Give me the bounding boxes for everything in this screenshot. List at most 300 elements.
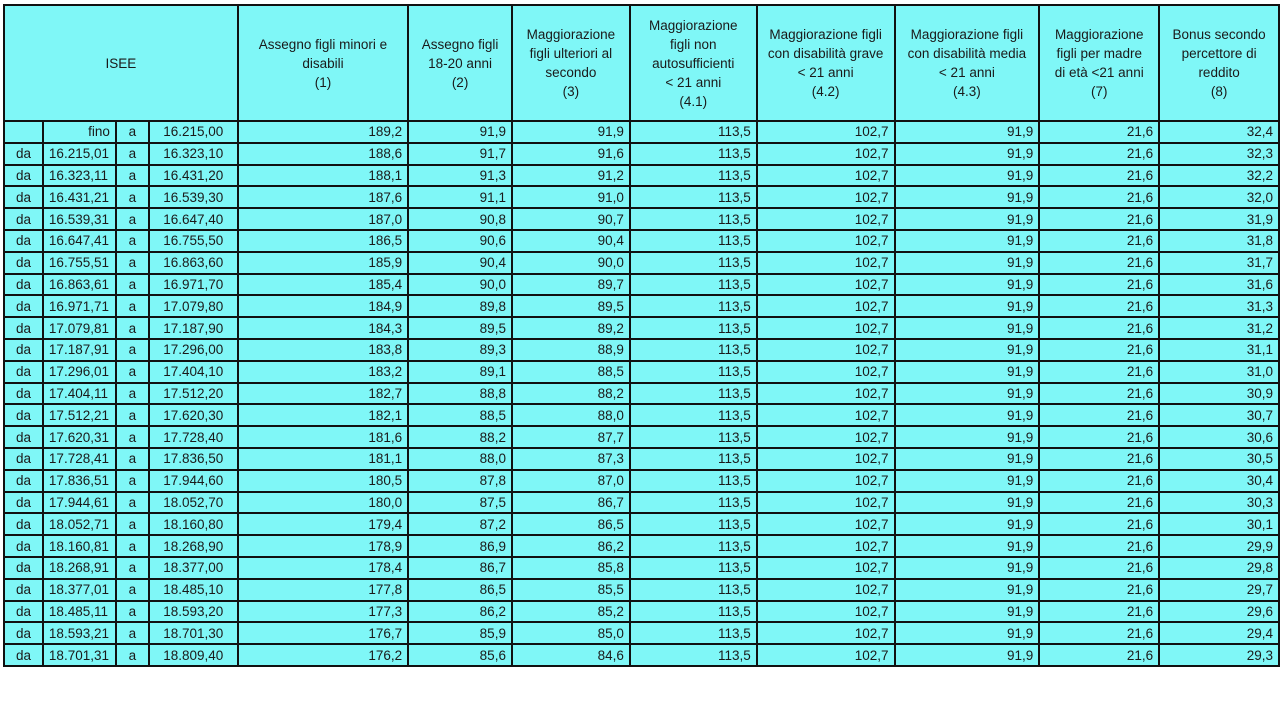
range-prefix: da [4, 644, 43, 666]
col-8: 31,8 [1159, 230, 1279, 252]
col-4-1: 113,5 [630, 121, 757, 143]
col-4-1: 113,5 [630, 143, 757, 165]
range-to: 16.863,60 [149, 252, 238, 274]
range-separator: a [116, 383, 149, 405]
col-2: 91,9 [408, 121, 512, 143]
range-separator: a [116, 644, 149, 666]
col-4-2: 102,7 [757, 404, 895, 426]
col-1: 180,0 [238, 492, 408, 514]
col-7: 21,6 [1039, 339, 1159, 361]
header-column [630, 5, 757, 121]
header-line: < 21 anni [797, 65, 854, 80]
table-row [4, 470, 1279, 492]
range-prefix: da [4, 513, 43, 535]
header-line: (4.1) [679, 93, 708, 109]
range-from: 16.215,01 [43, 143, 116, 165]
range-to: 18.593,20 [149, 601, 238, 623]
col-2: 89,5 [408, 317, 512, 339]
col-3: 87,3 [512, 448, 630, 470]
range-prefix: da [4, 361, 43, 383]
range-separator: a [116, 230, 149, 252]
range-from: 18.593,21 [43, 622, 116, 644]
col-1: 183,2 [238, 361, 408, 383]
col-3: 89,2 [512, 317, 630, 339]
header-line: (4.2) [811, 84, 840, 99]
table-row [4, 208, 1279, 230]
col-4-3: 91,9 [895, 579, 1040, 601]
range-separator: a [116, 339, 149, 361]
range-to: 17.944,60 [149, 470, 238, 492]
col-1: 176,7 [238, 622, 408, 644]
col-2: 86,7 [408, 557, 512, 579]
col-8: 29,8 [1159, 557, 1279, 579]
col-4-1: 113,5 [630, 513, 757, 535]
col-4-3: 91,9 [895, 622, 1040, 644]
range-separator: a [116, 361, 149, 383]
col-4-2: 102,7 [757, 557, 895, 579]
col-4-3: 91,9 [895, 644, 1040, 666]
table-row [4, 622, 1279, 644]
col-4-3: 91,9 [895, 513, 1040, 535]
range-prefix: da [4, 274, 43, 296]
col-4-1: 113,5 [630, 601, 757, 623]
col-8: 29,7 [1159, 579, 1279, 601]
col-4-1: 113,5 [630, 165, 757, 187]
col-1: 186,5 [238, 230, 408, 252]
col-8: 30,7 [1159, 404, 1279, 426]
col-7: 21,6 [1039, 295, 1159, 317]
col-8: 31,0 [1159, 361, 1279, 383]
col-2: 91,7 [408, 143, 512, 165]
range-from: fino [43, 121, 116, 143]
header-line: 18-20 anni [428, 55, 492, 71]
col-2: 86,9 [408, 535, 512, 557]
table-row [4, 230, 1279, 252]
col-4-3: 91,9 [895, 165, 1040, 187]
col-7: 21,6 [1039, 186, 1159, 208]
header-line: (8) [1210, 84, 1228, 99]
col-8: 30,6 [1159, 426, 1279, 448]
col-3: 87,7 [512, 426, 630, 448]
header-column [757, 5, 895, 121]
range-separator: a [116, 404, 149, 426]
col-4-1: 113,5 [630, 252, 757, 274]
range-prefix: da [4, 404, 43, 426]
range-prefix: da [4, 230, 43, 252]
col-3: 91,2 [512, 165, 630, 187]
col-4-2: 102,7 [757, 165, 895, 187]
range-from: 18.268,91 [43, 557, 116, 579]
table-row [4, 448, 1279, 470]
range-separator: a [116, 165, 149, 187]
table-row [4, 579, 1279, 601]
col-2: 91,1 [408, 186, 512, 208]
table-row [4, 252, 1279, 274]
header-line: Maggiorazione figli [910, 27, 1024, 42]
range-from: 18.377,01 [43, 579, 116, 601]
col-4-3: 91,9 [895, 230, 1040, 252]
range-prefix: da [4, 426, 43, 448]
col-1: 187,0 [238, 208, 408, 230]
col-4-3: 91,9 [895, 470, 1040, 492]
col-4-2: 102,7 [757, 644, 895, 666]
col-2: 88,0 [408, 448, 512, 470]
col-1: 181,6 [238, 426, 408, 448]
range-prefix: da [4, 165, 43, 187]
range-from: 18.701,31 [43, 644, 116, 666]
col-8: 30,3 [1159, 492, 1279, 514]
col-3: 91,9 [512, 121, 630, 143]
col-4-2: 102,7 [757, 470, 895, 492]
range-to: 17.079,80 [149, 295, 238, 317]
col-3: 86,2 [512, 535, 630, 557]
col-4-2: 102,7 [757, 274, 895, 296]
range-from: 17.836,51 [43, 470, 116, 492]
range-to: 16.647,40 [149, 208, 238, 230]
col-8: 29,9 [1159, 535, 1279, 557]
col-8: 31,1 [1159, 339, 1279, 361]
col-4-2: 102,7 [757, 601, 895, 623]
range-separator: a [116, 601, 149, 623]
range-separator: a [116, 143, 149, 165]
col-2: 87,2 [408, 513, 512, 535]
range-from: 18.485,11 [43, 601, 116, 623]
col-2: 85,9 [408, 622, 512, 644]
range-from: 16.863,61 [43, 274, 116, 296]
col-8: 30,5 [1159, 448, 1279, 470]
range-separator: a [116, 448, 149, 470]
col-4-2: 102,7 [757, 579, 895, 601]
col-2: 85,6 [408, 644, 512, 666]
col-1: 180,5 [238, 470, 408, 492]
table-row [4, 165, 1279, 187]
col-4-3: 91,9 [895, 143, 1040, 165]
col-3: 89,5 [512, 295, 630, 317]
header-line: percettore di [1181, 46, 1257, 61]
range-to: 17.296,00 [149, 339, 238, 361]
col-4-2: 102,7 [757, 230, 895, 252]
col-4-3: 91,9 [895, 295, 1040, 317]
isee-table-container [3, 4, 1280, 667]
header-line: Assegno figli minori e [258, 36, 388, 52]
header-line: (4.3) [953, 84, 981, 99]
col-7: 21,6 [1039, 470, 1159, 492]
col-1: 185,9 [238, 252, 408, 274]
col-7: 21,6 [1039, 165, 1159, 187]
range-prefix: da [4, 470, 43, 492]
range-to: 18.268,90 [149, 535, 238, 557]
range-separator: a [116, 208, 149, 230]
col-7: 21,6 [1039, 121, 1159, 143]
col-1: 178,9 [238, 535, 408, 557]
col-4-2: 102,7 [757, 513, 895, 535]
col-3: 88,9 [512, 339, 630, 361]
range-to: 17.187,90 [149, 317, 238, 339]
range-from: 16.539,31 [43, 208, 116, 230]
table-row [4, 186, 1279, 208]
col-3: 85,8 [512, 557, 630, 579]
range-to: 18.377,00 [149, 557, 238, 579]
col-3: 90,7 [512, 208, 630, 230]
header-line: (2) [451, 74, 469, 90]
col-1: 177,3 [238, 601, 408, 623]
col-7: 21,6 [1039, 513, 1159, 535]
range-from: 17.404,11 [43, 383, 116, 405]
col-1: 187,6 [238, 186, 408, 208]
col-4-1: 113,5 [630, 186, 757, 208]
col-1: 188,1 [238, 165, 408, 187]
col-2: 86,2 [408, 601, 512, 623]
col-7: 21,6 [1039, 252, 1159, 274]
col-8: 32,4 [1159, 121, 1279, 143]
range-separator: a [116, 295, 149, 317]
col-3: 91,6 [512, 143, 630, 165]
col-8: 32,2 [1159, 165, 1279, 187]
col-4-2: 102,7 [757, 383, 895, 405]
col-4-3: 91,9 [895, 492, 1040, 514]
range-from: 17.620,31 [43, 426, 116, 448]
col-4-1: 113,5 [630, 579, 757, 601]
col-4-2: 102,7 [757, 208, 895, 230]
header-line: (1) [314, 74, 332, 90]
isee-allowance-table [3, 4, 1280, 667]
range-to: 17.620,30 [149, 404, 238, 426]
col-2: 90,6 [408, 230, 512, 252]
table-body [4, 121, 1279, 666]
col-4-2: 102,7 [757, 535, 895, 557]
col-7: 21,6 [1039, 361, 1159, 383]
col-3: 87,0 [512, 470, 630, 492]
col-3: 85,5 [512, 579, 630, 601]
header-column [238, 5, 408, 121]
col-3: 89,7 [512, 274, 630, 296]
range-to: 17.836,50 [149, 448, 238, 470]
col-1: 176,2 [238, 644, 408, 666]
header-column [512, 5, 630, 121]
col-2: 89,1 [408, 361, 512, 383]
header-line: < 21 anni [665, 74, 722, 90]
range-to: 16.215,00 [149, 121, 238, 143]
col-1: 182,1 [238, 404, 408, 426]
range-separator: a [116, 470, 149, 492]
col-4-1: 113,5 [630, 448, 757, 470]
header-line: (3) [562, 84, 580, 99]
range-prefix: da [4, 383, 43, 405]
col-2: 89,3 [408, 339, 512, 361]
range-to: 17.404,10 [149, 361, 238, 383]
range-to: 17.512,20 [149, 383, 238, 405]
col-7: 21,6 [1039, 426, 1159, 448]
col-4-1: 113,5 [630, 470, 757, 492]
range-prefix: da [4, 492, 43, 514]
col-3: 90,0 [512, 252, 630, 274]
range-prefix: da [4, 601, 43, 623]
col-4-1: 113,5 [630, 317, 757, 339]
col-3: 88,5 [512, 361, 630, 383]
range-separator: a [116, 252, 149, 274]
range-from: 17.512,21 [43, 404, 116, 426]
col-1: 178,4 [238, 557, 408, 579]
header-isee: ISEE [4, 5, 238, 121]
col-4-2: 102,7 [757, 252, 895, 274]
range-separator: a [116, 121, 149, 143]
header-line: reddito [1198, 65, 1240, 80]
col-4-1: 113,5 [630, 339, 757, 361]
header-column [408, 5, 512, 121]
col-4-2: 102,7 [757, 622, 895, 644]
range-to: 18.485,10 [149, 579, 238, 601]
col-2: 91,3 [408, 165, 512, 187]
range-to: 18.052,70 [149, 492, 238, 514]
header-line: figli ulteriori al [529, 46, 613, 61]
col-4-1: 113,5 [630, 535, 757, 557]
col-7: 21,6 [1039, 644, 1159, 666]
col-1: 182,7 [238, 383, 408, 405]
col-4-2: 102,7 [757, 492, 895, 514]
range-from: 17.944,61 [43, 492, 116, 514]
range-separator: a [116, 535, 149, 557]
range-from: 18.160,81 [43, 535, 116, 557]
table-row [4, 513, 1279, 535]
col-1: 184,3 [238, 317, 408, 339]
col-4-1: 113,5 [630, 208, 757, 230]
col-4-2: 102,7 [757, 339, 895, 361]
header-line: di età <21 anni [1054, 65, 1144, 80]
range-from: 16.323,11 [43, 165, 116, 187]
header-line: Assegno figli [421, 36, 499, 52]
col-3: 91,0 [512, 186, 630, 208]
header-column [1159, 5, 1279, 121]
col-8: 31,2 [1159, 317, 1279, 339]
col-3: 85,2 [512, 601, 630, 623]
col-2: 87,8 [408, 470, 512, 492]
header-line: Maggiorazione [1054, 27, 1144, 42]
range-separator: a [116, 513, 149, 535]
col-8: 29,3 [1159, 644, 1279, 666]
col-7: 21,6 [1039, 579, 1159, 601]
col-4-3: 91,9 [895, 208, 1040, 230]
header-row [4, 5, 1279, 121]
range-separator: a [116, 317, 149, 339]
range-separator: a [116, 426, 149, 448]
col-4-2: 102,7 [757, 295, 895, 317]
range-to: 16.971,70 [149, 274, 238, 296]
table-row [4, 339, 1279, 361]
header-line: Maggiorazione [526, 27, 616, 42]
col-1: 181,1 [238, 448, 408, 470]
header-line: (7) [1090, 84, 1108, 99]
col-4-3: 91,9 [895, 426, 1040, 448]
table-row [4, 426, 1279, 448]
header-line: Bonus secondo [1172, 27, 1266, 42]
range-separator: a [116, 579, 149, 601]
range-prefix: da [4, 208, 43, 230]
header-column [895, 5, 1040, 121]
col-4-2: 102,7 [757, 448, 895, 470]
col-4-2: 102,7 [757, 186, 895, 208]
col-1: 188,6 [238, 143, 408, 165]
header-line: con disabilità media [907, 46, 1027, 61]
range-prefix: da [4, 339, 43, 361]
range-from: 16.755,51 [43, 252, 116, 274]
range-prefix: da [4, 622, 43, 644]
range-to: 18.160,80 [149, 513, 238, 535]
col-2: 87,5 [408, 492, 512, 514]
col-4-3: 91,9 [895, 186, 1040, 208]
col-3: 84,6 [512, 644, 630, 666]
col-2: 89,8 [408, 295, 512, 317]
col-4-3: 91,9 [895, 361, 1040, 383]
header-line: figli per madre [1056, 46, 1142, 61]
col-3: 85,0 [512, 622, 630, 644]
col-7: 21,6 [1039, 208, 1159, 230]
col-7: 21,6 [1039, 492, 1159, 514]
col-4-1: 113,5 [630, 274, 757, 296]
col-1: 179,4 [238, 513, 408, 535]
col-4-3: 91,9 [895, 274, 1040, 296]
col-8: 31,7 [1159, 252, 1279, 274]
table-row [4, 317, 1279, 339]
range-to: 16.431,20 [149, 165, 238, 187]
col-4-3: 91,9 [895, 317, 1040, 339]
range-separator: a [116, 557, 149, 579]
header-column [1039, 5, 1159, 121]
col-7: 21,6 [1039, 143, 1159, 165]
col-4-1: 113,5 [630, 361, 757, 383]
table-row [4, 295, 1279, 317]
table-row [4, 601, 1279, 623]
col-7: 21,6 [1039, 404, 1159, 426]
header-line: autosufficienti [652, 55, 735, 71]
header-line: secondo [545, 65, 597, 80]
col-8: 32,0 [1159, 186, 1279, 208]
col-4-3: 91,9 [895, 339, 1040, 361]
range-prefix: da [4, 186, 43, 208]
header-line: Maggiorazione figli [769, 27, 882, 42]
range-to: 18.809,40 [149, 644, 238, 666]
col-4-1: 113,5 [630, 230, 757, 252]
range-from: 17.728,41 [43, 448, 116, 470]
header-line: figli non [670, 36, 717, 52]
col-3: 86,5 [512, 513, 630, 535]
col-7: 21,6 [1039, 622, 1159, 644]
col-8: 29,4 [1159, 622, 1279, 644]
header-line: Maggiorazione [649, 17, 738, 33]
table-row [4, 404, 1279, 426]
header-line: disabili [302, 55, 344, 71]
col-2: 90,4 [408, 252, 512, 274]
table-row [4, 383, 1279, 405]
range-from: 17.296,01 [43, 361, 116, 383]
header-line: < 21 anni [938, 65, 995, 80]
range-prefix [4, 121, 43, 143]
col-3: 86,7 [512, 492, 630, 514]
range-separator: a [116, 274, 149, 296]
col-2: 90,0 [408, 274, 512, 296]
col-4-2: 102,7 [757, 361, 895, 383]
range-separator: a [116, 622, 149, 644]
col-7: 21,6 [1039, 601, 1159, 623]
col-4-2: 102,7 [757, 317, 895, 339]
col-7: 21,6 [1039, 317, 1159, 339]
col-4-3: 91,9 [895, 383, 1040, 405]
col-3: 88,2 [512, 383, 630, 405]
range-from: 16.971,71 [43, 295, 116, 317]
col-8: 30,1 [1159, 513, 1279, 535]
col-7: 21,6 [1039, 383, 1159, 405]
range-from: 18.052,71 [43, 513, 116, 535]
col-4-1: 113,5 [630, 644, 757, 666]
